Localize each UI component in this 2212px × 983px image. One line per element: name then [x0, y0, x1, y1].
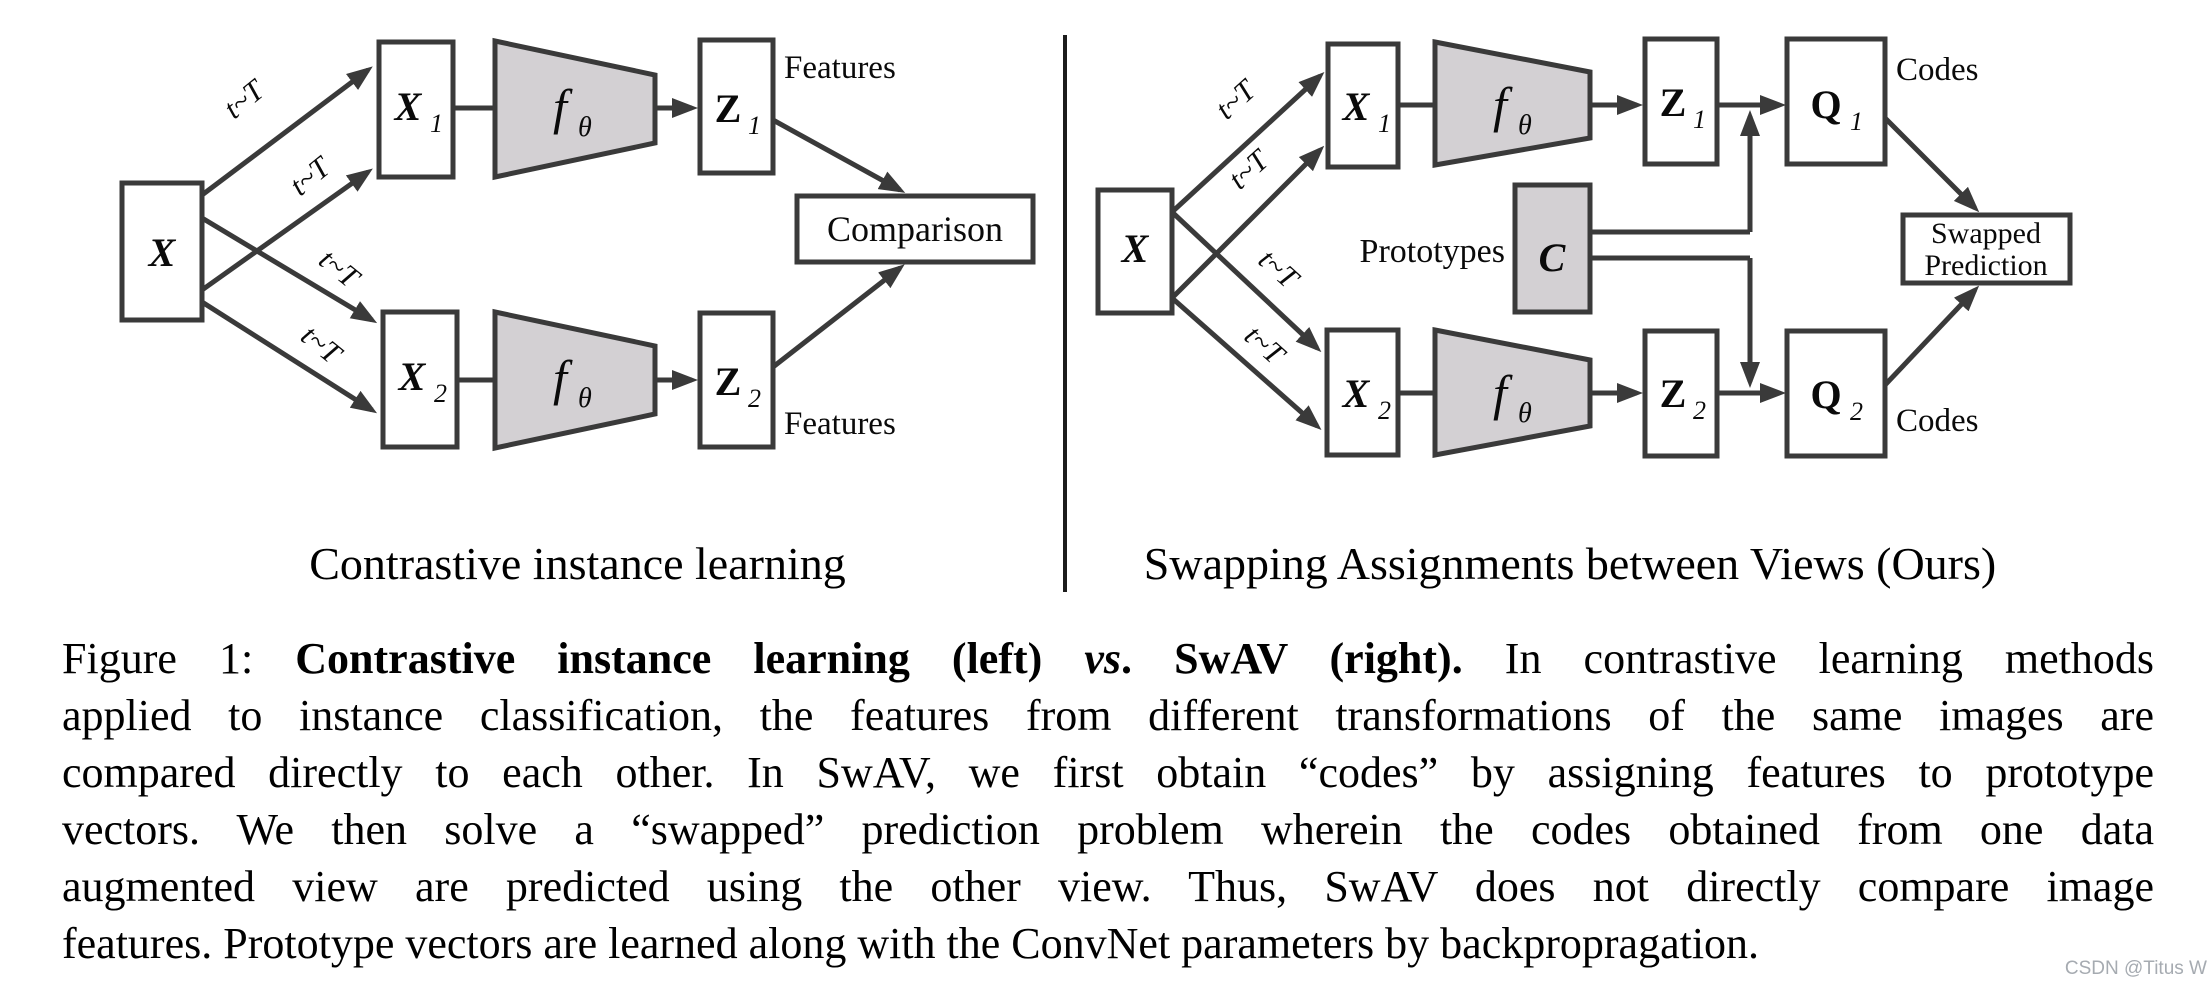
prototypes-label: Prototypes [1359, 233, 1505, 270]
left-x2-label: X [398, 354, 426, 399]
right-q1-swapped-arrow [1885, 118, 1975, 208]
right-z2-label: Z [1659, 371, 1687, 416]
right-q2-sub: 2 [1850, 397, 1863, 426]
right-q1-label: Q [1810, 82, 1842, 127]
left-x-label: X [148, 230, 176, 275]
right-encoder-bottom-label: f [1493, 365, 1507, 421]
right-q2-label: Q [1810, 372, 1842, 417]
prototypes-c-label: C [1538, 235, 1566, 280]
left-x2-sub: 2 [434, 379, 447, 408]
right-arrow-t4 [1172, 298, 1317, 426]
right-encoder-bottom-sub: θ [1518, 398, 1532, 429]
right-encoder-top-sub: θ [1518, 110, 1532, 141]
left-x1-label: X [394, 84, 422, 129]
caption-bold-left: Contrastive instance learning (left) [295, 634, 1085, 683]
left-z2-label: Z [714, 359, 742, 404]
right-q2-swapped-arrow [1885, 290, 1975, 385]
right-t-label-2: t~T [1222, 143, 1276, 197]
right-t-label-3: t~T [1251, 242, 1305, 296]
left-z1-label: Z [714, 86, 742, 131]
left-t-label-1: t~T [217, 73, 271, 126]
right-x1-label: X [1342, 84, 1370, 129]
left-z2-sub: 2 [748, 384, 761, 413]
right-encoder-trapezoid-top [1435, 42, 1590, 165]
right-codes-top-label: Codes [1896, 52, 1979, 88]
left-t-label-4: t~T [294, 318, 348, 371]
left-x1-sub: 1 [430, 109, 443, 138]
left-features-bottom-label: Features [784, 406, 896, 442]
left-encoder-top-label: f [553, 79, 567, 135]
left-t-label-2: t~T [283, 150, 337, 203]
left-z1-sub: 1 [748, 111, 761, 140]
left-comparison-label: Comparison [827, 209, 1003, 249]
right-x-label: X [1121, 226, 1149, 271]
left-encoder-trapezoid-bottom [495, 312, 655, 448]
figure-caption-line-2: applied to instance classification, the features from different transformations of the same images are [62, 691, 2154, 740]
right-t-label-4: t~T [1237, 318, 1291, 372]
right-encoder-trapezoid-bottom [1435, 330, 1590, 455]
csdn-watermark: CSDN @Titus W [2064, 958, 2207, 979]
left-encoder-bottom-label: f [553, 350, 567, 406]
figure-caption-line-6: features. Prototype vectors are learned along with the ConvNet parameters by backpropragation. [62, 919, 1760, 968]
left-z1-comparison-arrow [773, 120, 900, 190]
figure-caption-line-5: augmented view are predicted using the other view. Thus, SwAV does not directly compare image [62, 862, 2154, 911]
left-z2-comparison-arrow [773, 268, 900, 367]
right-z1-label: Z [1659, 80, 1687, 125]
figure-caption [62, 630, 2154, 972]
right-x2-label: X [1342, 371, 1370, 416]
right-panel [1098, 39, 2070, 456]
right-q1-sub: 1 [1850, 107, 1863, 136]
caption-figure-number: Figure 1: [62, 634, 296, 683]
caption-line1-rest: In contrastive learning methods [1462, 634, 2154, 683]
right-encoder-top-label: f [1493, 77, 1507, 133]
right-codes-bottom-label: Codes [1896, 403, 1979, 439]
left-encoder-trapezoid-top [495, 41, 655, 177]
figure-caption-line-3: compared directly to each other. In SwAV, we first obtain “codes” by assigning features to prototype [62, 748, 2154, 797]
right-x1-sub: 1 [1378, 109, 1391, 138]
swapped-prediction-line1: Swapped [1931, 217, 2041, 250]
figure-caption-line-4: vectors. We then solve a “swapped” prediction problem wherein the codes obtained from one data [62, 805, 2154, 854]
right-t-label-1: t~T [1209, 73, 1263, 127]
figure-caption-line-1 [62, 630, 2154, 687]
right-panel-caption: Swapping Assignments between Views (Ours) [1143, 538, 1997, 589]
right-x2-sub: 2 [1378, 396, 1391, 425]
left-features-top-label: Features [784, 50, 896, 86]
left-panel-caption: Contrastive instance learning [309, 538, 846, 589]
left-panel [122, 40, 1033, 448]
right-z2-sub: 2 [1693, 396, 1706, 425]
left-arrow-t4 [202, 302, 372, 410]
left-encoder-bottom-sub: θ [578, 383, 592, 414]
caption-vs: vs [1084, 634, 1122, 683]
right-z1-sub: 1 [1693, 105, 1706, 134]
left-t-label-3: t~T [312, 242, 366, 295]
caption-bold-right: . SwAV (right). [1121, 634, 1463, 683]
left-encoder-top-sub: θ [578, 112, 592, 143]
swapped-prediction-line2: Prediction [1924, 249, 2048, 282]
